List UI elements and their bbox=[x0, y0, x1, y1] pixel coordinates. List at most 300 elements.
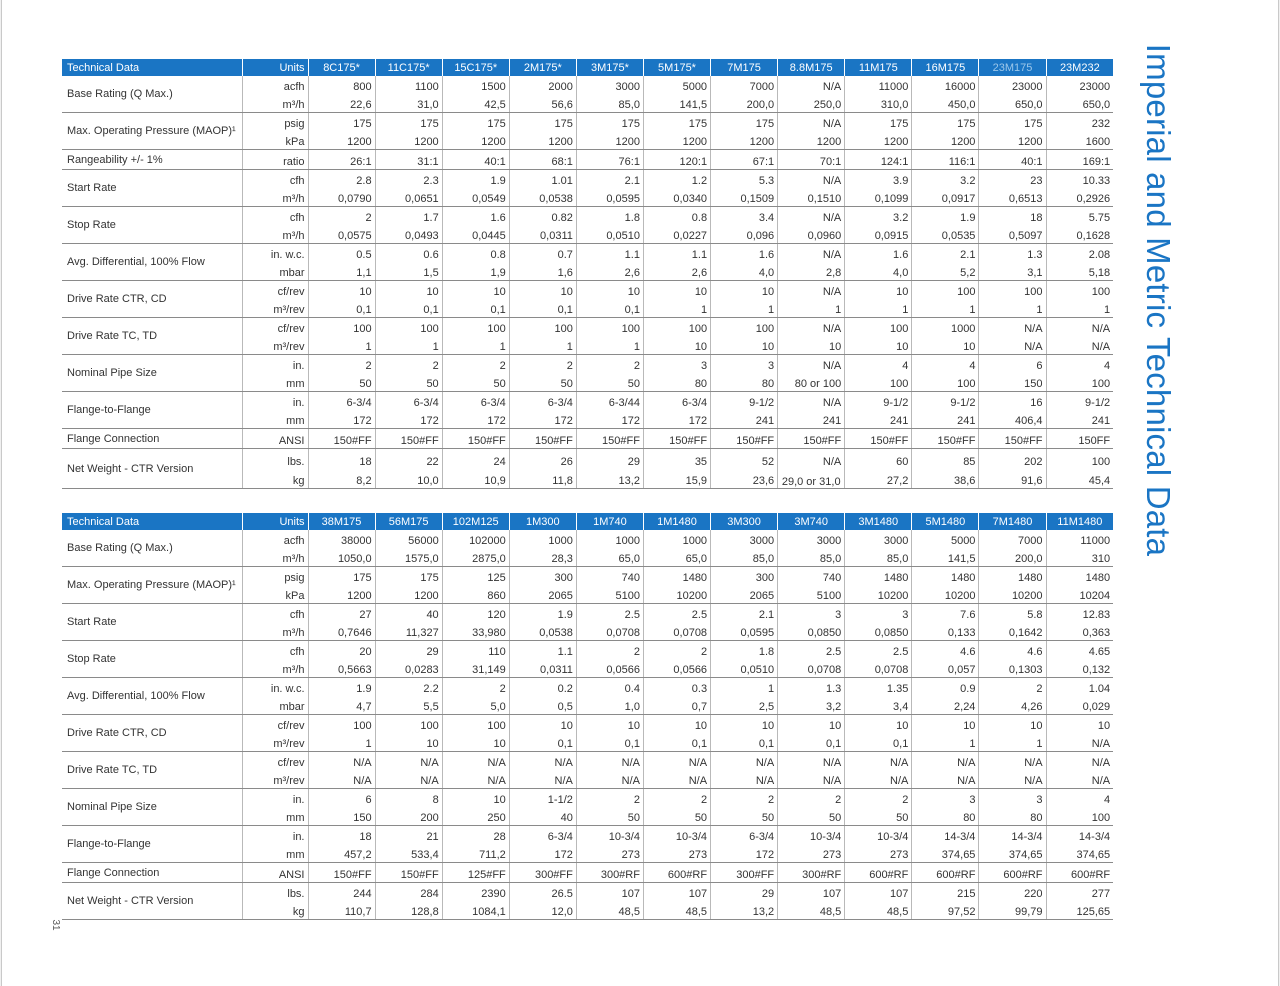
value-cell: 0,1509 bbox=[711, 188, 778, 207]
value-cell: 5,2 bbox=[912, 262, 979, 281]
unit-cell: in. bbox=[242, 826, 308, 845]
value-cell: 5100 bbox=[778, 585, 845, 604]
value-cell: 0,0538 bbox=[509, 188, 576, 207]
value-cell: 35 bbox=[643, 449, 710, 469]
value-cell: 6-3/4 bbox=[643, 392, 710, 411]
value-cell: 200,0 bbox=[979, 548, 1046, 567]
value-cell: 56,6 bbox=[509, 94, 576, 113]
value-cell: 175 bbox=[912, 113, 979, 132]
value-cell: 33,980 bbox=[442, 622, 509, 641]
value-cell: 10 bbox=[912, 336, 979, 355]
value-cell: 0,5663 bbox=[308, 659, 375, 678]
value-cell: 1 bbox=[509, 336, 576, 355]
value-cell: 100 bbox=[912, 281, 979, 300]
value-cell: 125 bbox=[442, 567, 509, 586]
value-cell: 8 bbox=[375, 789, 442, 808]
value-cell: 56000 bbox=[375, 530, 442, 548]
value-cell: N/A bbox=[979, 770, 1046, 789]
header-row bbox=[62, 59, 1113, 76]
value-cell: 0.6 bbox=[375, 244, 442, 263]
value-cell: 141,5 bbox=[912, 548, 979, 567]
value-cell: 10 bbox=[979, 715, 1046, 734]
value-cell: 169:1 bbox=[1046, 150, 1113, 170]
value-cell: 8,2 bbox=[308, 469, 375, 489]
value-cell: 300 bbox=[711, 567, 778, 586]
value-cell: N/A bbox=[845, 752, 912, 771]
value-cell: 10 bbox=[509, 281, 576, 300]
row-label: Stop Rate bbox=[62, 641, 242, 678]
value-cell: 0,1 bbox=[643, 733, 710, 752]
model-header: 102M125 bbox=[442, 513, 509, 530]
unit-cell: cfh bbox=[242, 207, 308, 226]
value-cell: 175 bbox=[375, 113, 442, 132]
value-cell: 1000 bbox=[576, 530, 643, 548]
value-cell: 0,1 bbox=[576, 733, 643, 752]
value-cell: 10 bbox=[643, 336, 710, 355]
header-row bbox=[62, 513, 1113, 530]
value-cell: 1.35 bbox=[845, 678, 912, 697]
table-row bbox=[62, 150, 1113, 170]
value-cell: N/A bbox=[308, 752, 375, 771]
table-row bbox=[62, 641, 1113, 660]
value-cell: 1.01 bbox=[509, 170, 576, 189]
value-cell: 2 bbox=[643, 789, 710, 808]
value-cell: 26.5 bbox=[509, 883, 576, 902]
value-cell: 2 bbox=[576, 789, 643, 808]
value-cell: 10 bbox=[1097, 720, 1111, 732]
value-cell: 14-3/4 bbox=[1078, 831, 1111, 843]
unit-cell: psig bbox=[242, 113, 308, 132]
value-cell: 1480 bbox=[912, 567, 979, 586]
unit-cell: kg bbox=[242, 469, 308, 489]
value-cell: 0,0493 bbox=[375, 225, 442, 244]
value-cell: 1 bbox=[979, 299, 1046, 318]
value-cell: 50 bbox=[845, 807, 912, 826]
value-cell: 9-1/2 bbox=[845, 392, 912, 411]
value-cell: 40:1 bbox=[442, 150, 509, 170]
row-label: Flange Connection bbox=[62, 429, 242, 449]
value-cell: 2.1 bbox=[912, 244, 979, 263]
value-cell: 244 bbox=[308, 883, 375, 902]
value-cell: 5,5 bbox=[375, 696, 442, 715]
value-cell: 150#FF bbox=[912, 429, 979, 449]
value-cell: 0,0850 bbox=[778, 622, 845, 641]
unit-cell: kPa bbox=[242, 585, 308, 604]
value-cell: 5.8 bbox=[979, 604, 1046, 623]
value-cell: 80 or 100 bbox=[778, 373, 845, 392]
value-cell: N/A bbox=[778, 207, 845, 226]
value-cell: 99,79 bbox=[979, 901, 1046, 920]
value-cell: N/A bbox=[643, 752, 710, 771]
value-cell: N/A bbox=[912, 752, 979, 771]
model-header: 38M175 bbox=[308, 513, 375, 530]
value-cell: 4.65 bbox=[1088, 646, 1111, 658]
value-cell: 2 bbox=[308, 207, 375, 226]
spec-page bbox=[2, 0, 1278, 986]
table-row bbox=[62, 678, 1113, 697]
value-cell: 0,0850 bbox=[845, 622, 912, 641]
value-cell: 23000 bbox=[979, 76, 1046, 94]
model-header: 16M175 bbox=[912, 59, 979, 76]
value-cell: 1 bbox=[375, 336, 442, 355]
value-cell: 4 bbox=[845, 355, 912, 374]
value-cell: 85,0 bbox=[778, 548, 845, 567]
value-cell: 273 bbox=[643, 844, 710, 863]
value-cell: 23000 bbox=[1079, 81, 1111, 93]
value-cell: 125,65 bbox=[1046, 901, 1113, 920]
value-cell: 300 bbox=[509, 567, 576, 586]
value-cell: 1000 bbox=[643, 530, 710, 548]
value-cell: 10 bbox=[778, 715, 845, 734]
header-label: Technical Data bbox=[62, 59, 242, 76]
value-cell: 450,0 bbox=[912, 94, 979, 113]
value-cell: 5000 bbox=[912, 530, 979, 548]
side-title: Imperial and Metric Technical Data bbox=[1140, 43, 1177, 557]
value-cell: 18 bbox=[979, 207, 1046, 226]
value-cell: 2.08 bbox=[1088, 249, 1111, 261]
value-cell: 10 bbox=[308, 281, 375, 300]
value-cell: N/A bbox=[711, 752, 778, 771]
value-cell: N/A bbox=[778, 770, 845, 789]
value-cell: 10 bbox=[845, 715, 912, 734]
value-cell: 100 bbox=[711, 318, 778, 337]
value-cell: 0,0535 bbox=[912, 225, 979, 244]
value-cell: 42,5 bbox=[442, 94, 509, 113]
value-cell: 300#RF bbox=[778, 863, 845, 883]
value-cell: 0.82 bbox=[509, 207, 576, 226]
table-row bbox=[62, 207, 1113, 226]
value-cell: 50 bbox=[576, 373, 643, 392]
value-cell: 28 bbox=[442, 826, 509, 845]
table-row bbox=[62, 355, 1113, 374]
value-cell: 0,0227 bbox=[643, 225, 710, 244]
row-label: Avg. Differential, 100% Flow bbox=[62, 244, 242, 281]
value-cell: 0,1 bbox=[442, 299, 509, 318]
value-cell: 50 bbox=[643, 807, 710, 826]
value-cell: 277 bbox=[1091, 888, 1111, 900]
value-cell: 10-3/4 bbox=[643, 826, 710, 845]
unit-cell: mbar bbox=[242, 696, 308, 715]
value-cell: 50 bbox=[442, 373, 509, 392]
value-cell: 10 bbox=[711, 715, 778, 734]
value-cell: 172 bbox=[308, 410, 375, 429]
value-cell: 4.6 bbox=[912, 641, 979, 660]
value-cell: 1 bbox=[711, 299, 778, 318]
unit-cell: mm bbox=[242, 373, 308, 392]
row-label: Nominal Pipe Size bbox=[62, 789, 242, 826]
value-cell: 76:1 bbox=[576, 150, 643, 170]
value-cell: 85,0 bbox=[711, 548, 778, 567]
value-cell: 0,0595 bbox=[711, 622, 778, 641]
value-cell: 68:1 bbox=[509, 150, 576, 170]
row-label: Start Rate bbox=[62, 604, 242, 641]
value-cell: 48,5 bbox=[643, 901, 710, 920]
value-cell: 250 bbox=[442, 807, 509, 826]
value-cell: 2000 bbox=[509, 76, 576, 94]
value-cell: 150#FF bbox=[375, 429, 442, 449]
value-cell: 1100 bbox=[375, 76, 442, 94]
value-cell: 100 bbox=[308, 318, 375, 337]
value-cell: 50 bbox=[576, 807, 643, 826]
unit-cell: cf/rev bbox=[242, 752, 308, 771]
value-cell: 1200 bbox=[308, 585, 375, 604]
value-cell: 0,0960 bbox=[778, 225, 845, 244]
value-cell: 5.75 bbox=[1088, 212, 1111, 224]
value-cell: 6-3/4 bbox=[711, 826, 778, 845]
unit-cell: m³/h bbox=[242, 622, 308, 641]
value-cell: 1200 bbox=[711, 131, 778, 150]
value-cell: 100 bbox=[442, 715, 509, 734]
row-label: Net Weight - CTR Version bbox=[62, 449, 242, 489]
value-cell: 0,133 bbox=[912, 622, 979, 641]
table-row bbox=[62, 530, 1113, 548]
unit-cell: in. w.c. bbox=[242, 678, 308, 697]
value-cell: N/A bbox=[778, 76, 845, 94]
value-cell: 29,0 or 31,0 bbox=[778, 469, 845, 489]
unit-cell: m³/rev bbox=[242, 336, 308, 355]
value-cell: 175 bbox=[711, 113, 778, 132]
value-cell: 60 bbox=[845, 449, 912, 469]
value-cell: 1.9 bbox=[509, 604, 576, 623]
value-cell: 1.8 bbox=[576, 207, 643, 226]
value-cell: 107 bbox=[778, 883, 845, 902]
value-cell: 1 bbox=[711, 678, 778, 697]
value-cell: 3,4 bbox=[845, 696, 912, 715]
value-cell: 24 bbox=[442, 449, 509, 469]
value-cell: 1,0 bbox=[576, 696, 643, 715]
value-cell: 15,9 bbox=[643, 469, 710, 489]
value-cell: 0,057 bbox=[912, 659, 979, 678]
value-cell: 273 bbox=[845, 844, 912, 863]
value-cell: 0,0595 bbox=[576, 188, 643, 207]
value-cell: 110,7 bbox=[308, 901, 375, 920]
value-cell: 2 bbox=[979, 678, 1046, 697]
value-cell: 457,2 bbox=[308, 844, 375, 863]
value-cell: 860 bbox=[442, 585, 509, 604]
value-cell: 600#RF bbox=[845, 863, 912, 883]
value-cell: 4.6 bbox=[979, 641, 1046, 660]
table-row bbox=[62, 113, 1113, 132]
value-cell: 6-3/4 bbox=[442, 392, 509, 411]
value-cell: N/A bbox=[778, 752, 845, 771]
value-cell: 85 bbox=[912, 449, 979, 469]
value-cell: 1200 bbox=[576, 131, 643, 150]
row-label: Max. Operating Pressure (MAOP)¹ bbox=[62, 567, 242, 604]
value-cell: 65,0 bbox=[576, 548, 643, 567]
value-cell: 40 bbox=[375, 604, 442, 623]
value-cell: 50 bbox=[711, 807, 778, 826]
value-cell: 52 bbox=[711, 449, 778, 469]
value-cell: N/A bbox=[643, 770, 710, 789]
value-cell: 1200 bbox=[912, 131, 979, 150]
model-header: 3M175* bbox=[576, 59, 643, 76]
unit-cell: mm bbox=[242, 410, 308, 429]
value-cell: 0,0538 bbox=[509, 622, 576, 641]
value-cell: 241 bbox=[1046, 410, 1113, 429]
value-cell: 150 bbox=[979, 373, 1046, 392]
value-cell: 150#FF bbox=[845, 429, 912, 449]
model-header: 7M1480 bbox=[979, 513, 1046, 530]
value-cell: 120:1 bbox=[643, 150, 710, 170]
value-cell: 97,52 bbox=[912, 901, 979, 920]
unit-cell: m³/rev bbox=[242, 299, 308, 318]
value-cell: 0,1 bbox=[711, 733, 778, 752]
value-cell: 31,149 bbox=[442, 659, 509, 678]
header-units: Units bbox=[242, 513, 308, 530]
value-cell: 5,0 bbox=[442, 696, 509, 715]
value-cell: 124:1 bbox=[845, 150, 912, 170]
value-cell: 10200 bbox=[845, 585, 912, 604]
value-cell: 3.2 bbox=[845, 207, 912, 226]
value-cell: 50 bbox=[308, 373, 375, 392]
value-cell: N/A bbox=[1046, 336, 1113, 355]
value-cell: 50 bbox=[375, 373, 442, 392]
unit-cell: m³/h bbox=[242, 548, 308, 567]
model-header: 3M300 bbox=[711, 513, 778, 530]
value-cell: 100 bbox=[442, 318, 509, 337]
value-cell: 0,0566 bbox=[576, 659, 643, 678]
table-row bbox=[62, 715, 1113, 734]
value-cell: 10 bbox=[375, 733, 442, 752]
unit-cell: lbs. bbox=[242, 883, 308, 902]
value-cell: N/A bbox=[711, 770, 778, 789]
value-cell: 9-1/2 bbox=[912, 392, 979, 411]
value-cell: N/A bbox=[979, 752, 1046, 771]
value-cell: 0,0311 bbox=[509, 659, 576, 678]
value-cell: 1.2 bbox=[643, 170, 710, 189]
value-cell: N/A bbox=[442, 770, 509, 789]
value-cell: 50 bbox=[509, 373, 576, 392]
value-cell: 10 bbox=[442, 789, 509, 808]
value-cell: 10204 bbox=[1046, 585, 1113, 604]
value-cell: 2.5 bbox=[778, 641, 845, 660]
value-cell: 241 bbox=[778, 410, 845, 429]
value-cell: 0,1 bbox=[576, 299, 643, 318]
value-cell: 12,0 bbox=[509, 901, 576, 920]
value-cell: 6 bbox=[979, 355, 1046, 374]
value-cell: 13,2 bbox=[576, 469, 643, 489]
value-cell: 85,0 bbox=[845, 548, 912, 567]
value-cell: 21 bbox=[375, 826, 442, 845]
value-cell: 2,6 bbox=[643, 262, 710, 281]
value-cell: N/A bbox=[576, 770, 643, 789]
value-cell: 31:1 bbox=[375, 150, 442, 170]
model-header: 11M1480 bbox=[1046, 513, 1113, 530]
value-cell: 100 bbox=[1091, 455, 1111, 468]
value-cell: 80 bbox=[979, 807, 1046, 826]
value-cell: 10 bbox=[711, 336, 778, 355]
value-cell: 150#FF bbox=[308, 863, 375, 883]
value-cell: 18 bbox=[308, 449, 375, 469]
value-cell: 1480 bbox=[1085, 572, 1111, 584]
value-cell: N/A bbox=[308, 770, 375, 789]
value-cell: 100 bbox=[509, 318, 576, 337]
value-cell: 284 bbox=[375, 883, 442, 902]
value-cell: 202 bbox=[979, 449, 1046, 469]
value-cell: 0,0549 bbox=[442, 188, 509, 207]
value-cell: 18 bbox=[308, 826, 375, 845]
value-cell: 28,3 bbox=[509, 548, 576, 567]
value-cell: 5,18 bbox=[1046, 262, 1113, 281]
value-cell: 175 bbox=[308, 567, 375, 586]
value-cell: 175 bbox=[509, 113, 576, 132]
value-cell: 2390 bbox=[442, 883, 509, 902]
unit-cell: cf/rev bbox=[242, 715, 308, 734]
value-cell: 3 bbox=[912, 789, 979, 808]
table-row bbox=[62, 567, 1113, 586]
value-cell: 406,4 bbox=[979, 410, 1046, 429]
value-cell: 2 bbox=[643, 641, 710, 660]
value-cell: 2 bbox=[442, 678, 509, 697]
value-cell: 0,1099 bbox=[845, 188, 912, 207]
value-cell: 1.1 bbox=[509, 641, 576, 660]
unit-cell: cf/rev bbox=[242, 281, 308, 300]
value-cell: 10 bbox=[442, 281, 509, 300]
value-cell: 1.3 bbox=[778, 678, 845, 697]
value-cell: 3000 bbox=[778, 530, 845, 548]
value-cell: 241 bbox=[845, 410, 912, 429]
value-cell: 23 bbox=[979, 170, 1046, 189]
value-cell: 50 bbox=[778, 807, 845, 826]
table-row bbox=[62, 826, 1113, 845]
value-cell: 374,65 bbox=[912, 844, 979, 863]
model-header: 3M1480 bbox=[845, 513, 912, 530]
value-cell: 4,0 bbox=[711, 262, 778, 281]
value-cell: 31,0 bbox=[375, 94, 442, 113]
value-cell: 3 bbox=[845, 604, 912, 623]
value-cell: 150#FF bbox=[979, 429, 1046, 449]
unit-cell: ANSI bbox=[242, 863, 308, 883]
value-cell: 16 bbox=[979, 392, 1046, 411]
value-cell: 1.1 bbox=[576, 244, 643, 263]
value-cell: 0.7 bbox=[509, 244, 576, 263]
model-header: 3M740 bbox=[778, 513, 845, 530]
value-cell: 150#FF bbox=[375, 863, 442, 883]
model-header: 1M300 bbox=[509, 513, 576, 530]
model-header: 23M175 bbox=[979, 59, 1046, 76]
model-header: 56M175 bbox=[375, 513, 442, 530]
value-cell: 0,0445 bbox=[442, 225, 509, 244]
value-cell: 310,0 bbox=[845, 94, 912, 113]
row-label: Base Rating (Q Max.) bbox=[62, 530, 242, 567]
value-cell: 172 bbox=[576, 410, 643, 429]
technical-data-table-2 bbox=[62, 513, 1113, 920]
value-cell: 172 bbox=[442, 410, 509, 429]
value-cell: 0,0340 bbox=[643, 188, 710, 207]
header-label: Technical Data bbox=[62, 513, 242, 530]
value-cell: 1,1 bbox=[308, 262, 375, 281]
technical-data-table-1 bbox=[62, 59, 1113, 489]
value-cell: 711,2 bbox=[442, 844, 509, 863]
value-cell: 85,0 bbox=[576, 94, 643, 113]
value-cell: 11000 bbox=[845, 76, 912, 94]
value-cell: 10-3/4 bbox=[845, 826, 912, 845]
value-cell: 1480 bbox=[979, 567, 1046, 586]
unit-cell: m³/h bbox=[242, 188, 308, 207]
value-cell: 0,0651 bbox=[375, 188, 442, 207]
value-cell: 29 bbox=[375, 641, 442, 660]
model-header: 1M740 bbox=[576, 513, 643, 530]
value-cell: 300#FF bbox=[711, 863, 778, 883]
value-cell: 100 bbox=[845, 373, 912, 392]
value-cell: N/A bbox=[778, 113, 845, 132]
value-cell: 3.9 bbox=[845, 170, 912, 189]
value-cell: 38000 bbox=[308, 530, 375, 548]
value-cell: 0.9 bbox=[912, 678, 979, 697]
value-cell: 175 bbox=[576, 113, 643, 132]
header-units: Units bbox=[242, 59, 308, 76]
value-cell: 2.3 bbox=[375, 170, 442, 189]
